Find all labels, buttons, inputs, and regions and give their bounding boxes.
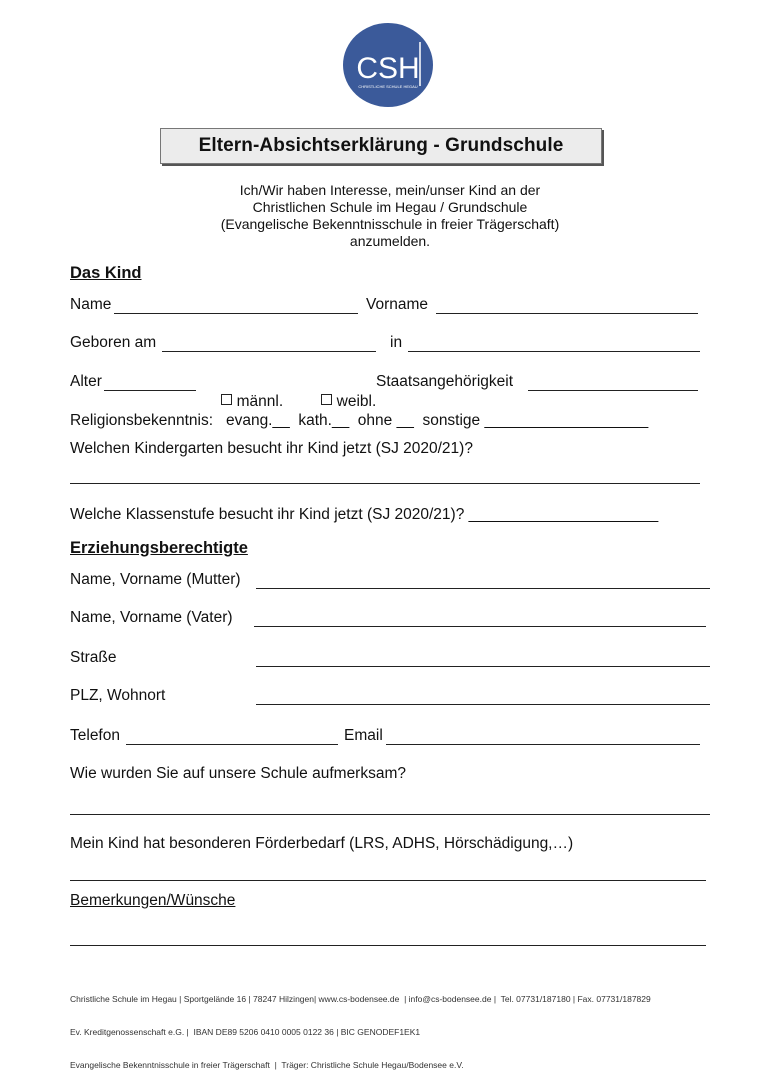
label-strasse: Straße — [70, 649, 117, 666]
logo-caption: CHRISTLICHE SCHULE HEGAU — [358, 84, 418, 89]
field-aufmerksam[interactable] — [70, 814, 710, 815]
field-kindergarten[interactable] — [70, 483, 700, 484]
field-birthdate[interactable] — [162, 351, 376, 352]
label-foerder: Mein Kind hat besonderen Förderbedarf (LRS, ADHS, Hörschädigung,…) — [70, 835, 574, 852]
field-age[interactable] — [104, 390, 196, 391]
field-email[interactable] — [386, 744, 700, 745]
checkbox-weibl[interactable] — [321, 394, 332, 405]
intro-line-3: (Evangelische Bekenntnisschule in freier Trägerschaft) — [220, 216, 560, 232]
option-weibl[interactable] — [312, 372, 376, 412]
field-foerder[interactable] — [70, 880, 706, 881]
school-logo — [342, 22, 434, 108]
intro-line-1: Ich/Wir haben Interesse, mein/unser Kind an der — [239, 182, 541, 198]
label-religion[interactable]: Religionsbekenntnis: evang.__ kath.__ ohne __ sonstige ___________________ — [70, 412, 649, 429]
checkbox-maennl[interactable] — [221, 394, 232, 405]
form-title-text: Eltern-Absichtserklärung - Grundschule — [198, 135, 564, 156]
field-strasse[interactable] — [256, 666, 710, 667]
label-klasse[interactable]: Welche Klassenstufe besucht ihr Kind jetzt (SJ 2020/21)? ______________________ — [70, 506, 659, 523]
section-parents-heading: Erziehungsberechtigte — [70, 539, 248, 557]
intro-line-4: anzumelden. — [349, 233, 431, 249]
page-footer — [70, 972, 730, 1082]
label-aufmerksam: Wie wurden Sie auf unsere Schule aufmerksam? — [70, 765, 406, 782]
label-in: in — [390, 334, 403, 351]
label-geboren: Geboren am — [70, 334, 157, 351]
logo-letters: CSH — [356, 52, 420, 85]
form-title — [160, 128, 602, 164]
label-vorname: Vorname — [366, 296, 429, 313]
field-birthplace[interactable] — [408, 351, 700, 352]
label-bemerkungen: Bemerkungen/Wünsche — [70, 892, 236, 909]
label-telefon: Telefon — [70, 727, 120, 744]
label-weibl: weibl. — [336, 393, 377, 410]
field-plz[interactable] — [256, 704, 710, 705]
label-mutter: Name, Vorname (Mutter) — [70, 571, 241, 588]
field-mutter[interactable] — [256, 588, 710, 589]
label-alter: Alter — [70, 373, 102, 390]
field-child-name[interactable] — [114, 313, 358, 314]
label-vater: Name, Vorname (Vater) — [70, 609, 233, 626]
field-bemerkungen[interactable] — [70, 945, 706, 946]
label-kindergarten: Welchen Kindergarten besucht ihr Kind jetzt (SJ 2020/21)? — [70, 440, 473, 457]
field-vater[interactable] — [254, 626, 706, 627]
label-plz: PLZ, Wohnort — [70, 687, 166, 704]
intro-line-2: Christlichen Schule im Hegau / Grundschule — [252, 199, 528, 215]
label-email: Email — [344, 727, 383, 744]
intro-text — [160, 182, 620, 250]
footer-line-3: Evangelische Bekenntnisschule in freier Trägerschaft | Träger: Christliche Schule Hegau/Bodensee e.V. — [70, 1060, 464, 1070]
footer-line-2: Ev. Kreditgenossenschaft e.G. | IBAN DE89 5206 0410 0005 0122 36 | BIC GENODEF1EK1 — [70, 1027, 421, 1037]
footer-line-1: Christliche Schule im Hegau | Sportgelände 16 | 78247 Hilzingen| www.cs-bodensee.de | info@cs-bodensee.de | Tel. 07731/187180 | Fax. 07731/187829 — [70, 994, 651, 1004]
label-name: Name — [70, 296, 112, 313]
label-staat: Staatsangehörigkeit — [376, 373, 514, 390]
option-maennl[interactable] — [212, 372, 283, 412]
field-child-vorname[interactable] — [436, 313, 698, 314]
field-telefon[interactable] — [126, 744, 338, 745]
label-maennl: männl. — [236, 393, 284, 410]
section-child-heading: Das Kind — [70, 264, 142, 282]
field-nationality[interactable] — [528, 390, 698, 391]
